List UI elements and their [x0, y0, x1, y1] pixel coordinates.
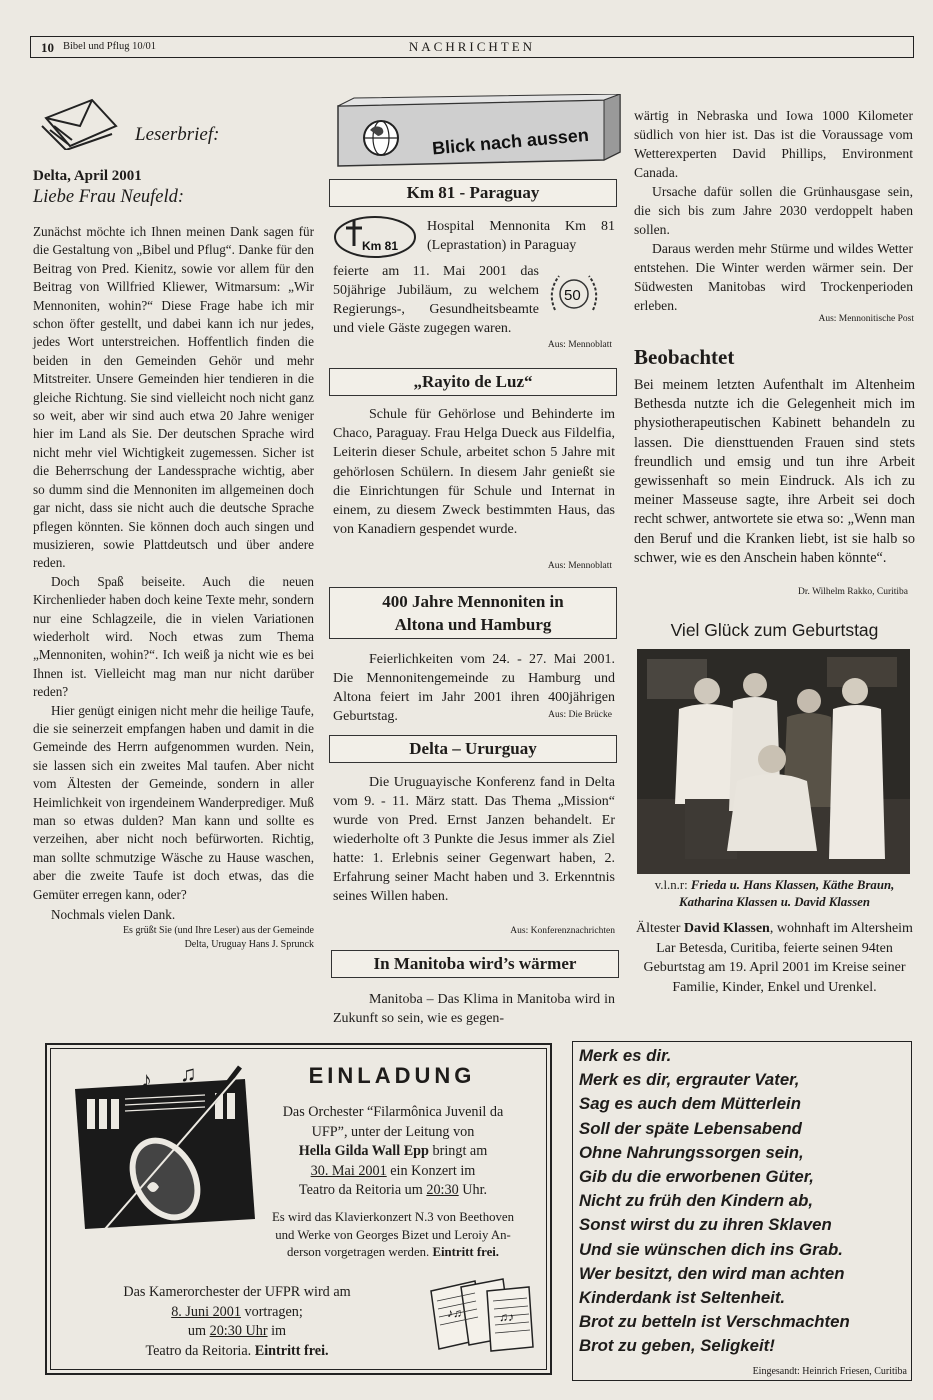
violin-music-icon: [65, 1059, 265, 1249]
letter-dateline: Delta, April 2001: [33, 168, 142, 184]
manitoba-source: Aus: Mennonitische Post: [818, 314, 914, 324]
hospital-km81-logo: [332, 214, 418, 260]
km81-intro: Hospital Mennonita Km 81 (Leprastation) in Paraguay: [427, 219, 615, 253]
altona-heading: [329, 587, 617, 639]
poem-line: Soll der späte Lebensabend: [579, 1118, 802, 1138]
poem-line: Sonst wirst du zu ihren Sklaven: [579, 1215, 832, 1235]
km81-body: feierte am 11. Mai 2001 das 50jährige Jubiläum, zu welchem Regierungs-, Gesundheitsbeamte und viele Gäste zugegen waren.: [333, 264, 539, 336]
birthday-name: David Klassen: [683, 921, 770, 936]
concert-date-2: 8. Juni 2001: [171, 1303, 241, 1320]
publication-name: Bibel und Pflug 10/01: [63, 41, 157, 52]
invitation-line: Uhr.: [458, 1182, 488, 1198]
globe-icon: [364, 121, 398, 155]
birthday-family-photo: [637, 649, 910, 874]
invitation-line: UFP”, unter der Leitung von: [311, 1123, 475, 1140]
svg-text:♫♪: ♫♪: [499, 1310, 514, 1324]
birthday-text: , wohnhaft im Altersheim Lar Betesda, Curitiba, feierte seinen 94ten Geburtstag am 19. April 2001 im Kreise seiner Familie, Kinder, Enkel und Urenkel.: [643, 921, 913, 995]
delta-source: Aus: Konferenznachrichten: [510, 926, 615, 936]
birthday-prefix: Ältester: [636, 921, 681, 936]
invitation-line: Teatro da Reitoria.: [145, 1342, 255, 1359]
invitation-line: im: [267, 1323, 287, 1339]
poem-line: Merk es dir.: [579, 1046, 672, 1065]
poem-line: Brot zu betteln ist Verschmachten: [579, 1312, 850, 1332]
letter-closing: Nochmals vielen Dank.: [51, 907, 176, 923]
altona-body: Feierlichkeiten vom 24. - 27. Mai 2001. Die Mennonitengemeinde zu Hamburg und Altona feiert im Jahr 2001 ihren 400jährigen Geburtstag.: [333, 652, 615, 724]
free-entry: Eintritt frei.: [254, 1342, 329, 1359]
invitation-line: Teatro da Reitoria um: [298, 1182, 427, 1198]
manitoba-paragraph: Ursache dafür sollen die Grünhausgase sein, die sich bis zum Jahre 2030 verdoppelt haben sollen.: [634, 184, 913, 237]
envelope-icon: [40, 96, 122, 150]
photo-caption: [634, 877, 915, 911]
concert-time-2: 20:30 Uhr: [209, 1323, 268, 1339]
letter-label: Leserbrief:: [135, 124, 220, 145]
manitoba-paragraph: Daraus werden mehr Stürme und wildes Wetter entstehen. Die Winter werden wärmer sein. Der Südwesten Manitobas wird Trockenperioden erleben.: [634, 241, 913, 313]
greeting-signature: Delta, Uruguay Hans J. Sprunck: [184, 939, 314, 951]
page-header: [30, 36, 914, 58]
altona-heading-line: 400 Jahre Mennoniten in: [382, 592, 564, 611]
invitation-line: Es wird das Klavierkonzert N.3 von Beethoven: [271, 1210, 514, 1224]
invitation-line: derson vorgetragen werden.: [286, 1245, 433, 1259]
manitoba-heading: In Manitoba wird’s wärmer: [331, 950, 619, 978]
free-entry: Eintritt frei.: [432, 1245, 500, 1259]
invitation-title: EINLADUNG: [308, 1063, 476, 1088]
poem-line: Brot zu geben, Seligkeit!: [579, 1336, 775, 1356]
concert-time: 20:30: [426, 1182, 459, 1198]
letter-body: [33, 223, 314, 952]
banner-label: Blick nach aussen: [431, 124, 590, 159]
invitation-line: ein Konzert im: [386, 1162, 476, 1179]
poem-line: Kinderdank ist Seltenheit.: [579, 1288, 786, 1308]
invitation-line: um: [187, 1323, 210, 1339]
concert-date: 30. Mai 2001: [310, 1162, 387, 1179]
invitation-box: [45, 1043, 552, 1375]
beobachtet-body: Bei meinem letzten Aufenthalt im Altenheim Bethesda nutzte ich die Gelegenheit mich im physiotherapeutischen Kabinett behandeln zu lassen. Die diensttuenden Frauen sind stets freundlich und emsig und tun ihre Arbeit gewissenhaft so mein Eindruck. Als ich zu meiner Masseuse sagte, ihre Arbeit sei doch recht schwer, antwortete sie etwa so: „Wenn man den Beruf und die Kranken liebt, ist sie halb so schwer, wie es den Anschein haben könnte“.: [634, 377, 915, 566]
beobachtet-heading: Beobachtet: [634, 345, 735, 369]
svg-text:♪: ♪: [141, 1067, 152, 1092]
letter-paragraph: Hier genügt einigen nicht mehr die heilige Taufe, die sie seinerzeit empfangen haben und damit in die Gemeinde des Herrn aufgenommen wurden. Nein, sie lassen sich ein zweites Mal taufen. Aber nicht vom Ältesten der Gemeinde, sondern in aller Heimlichkeit von irgendeinem Wanderprediger. Muß man so etwas dulden? Man kann und sollte es verzeihen, aber nicht noch befürworten. Richtig, man sollte schmutzige Wäsche zu Hause waschen, aber die zweite Taufe ist doch etwas, das die Gemüter erregen kann, oder?: [33, 702, 314, 902]
rayito-body: Schule für Gehörlose und Behinderte im Chaco, Paraguay. Frau Helga Dueck aus Fildelfia, Leiterin dieser Schule, arbeitet schon 5 Jahre mit gehörlosen Schülern. In diesem Jahr genießt sie die Einrichtungen für Schule und Internat in einem, zu diesem Zweck bestimmten Haus, das von Kanadiern gespendet wurde.: [333, 407, 615, 538]
logo-label: Km 81: [362, 239, 399, 253]
page-number: 10: [41, 40, 54, 55]
beobachtet-source: Dr. Wilhelm Rakko, Curitiba: [797, 587, 908, 597]
invitation-text-1: [243, 1103, 543, 1201]
invitation-text-3: [87, 1283, 387, 1361]
birthday-heading: Viel Glück zum Geburtstag: [670, 620, 879, 640]
altona-heading-line: Altona und Hamburg: [394, 615, 552, 634]
letter-paragraph: Doch Spaß beiseite. Auch die neuen Kirchenlieder haben doch keine Texte mehr, sondern nur eine Schlagzeile, die in vielen Variationen wiederholt wird. Noch etwas zum Thema „Mennoniten, wohin?“. Ich weiß ja nicht wie es bei Ihnen ist. Vielleicht mag man nur nicht darüber reden?: [33, 573, 314, 700]
altona-source: Aus: Die Brücke: [548, 710, 612, 720]
greeting-line: Es grüßt Sie (und Ihre Leser) aus der Gemeinde: [122, 925, 314, 937]
poem-line: Ohne Nahrungssorgen sein,: [579, 1142, 804, 1162]
km81-source: Aus: Mennoblatt: [547, 340, 612, 350]
letter-salutation: Liebe Frau Neufeld:: [33, 187, 185, 207]
section-title: NACHRICHTEN: [408, 39, 536, 54]
poem-line: Merk es dir, ergrauter Vater,: [579, 1070, 800, 1090]
poem-source: Eingesandt: Heinrich Friesen, Curitiba: [752, 1366, 907, 1377]
manitoba-paragraph: wärtig in Nebraska und Iowa 1000 Kilometer südlich von hier ist. Das ist die Voraussage vom Wetterexperten David Phillips, Environment Canada.: [634, 108, 913, 180]
letter-paragraph: Zunächst möchte ich Ihnen meinen Dank sagen für die Gestaltung von „Bibel und Pflug“. Danke für den Beitrag von Pred. Kienitz, sowie vor allem für den Beitrag von Willfried Kliewer, Witmarsum: „Wir Mennoniten, wohin?“ Diese Frage habe ich mir schon öfter gestellt, und dabei kann ich nur jedes, jedes Wort unterstreichen. Hoffentlich finden die beiden in den Gemeinden Gehör und mehr Mitstreiter. Unsere Gemeinden hier tendieren in die gleiche Richtung. Sie sind vielleicht noch nicht ganz so weit, aber wir sind auch etwa 20 Jahre weniger hier im Land als Sie. Der deutschen Sprache wird nicht mehr viel Wichtigkeit zugemessen. Sicher ist die Beherrschung der Landessprache wichtig, aber so dumm sind die Mennoniten im allgemeinen doch gar nicht, dass sie nicht auch die deutsche Sprache pflegen könnten. Sie können doch auch singen und musizieren, sowie Plattdeutsch und über andere reden.: [33, 224, 314, 571]
caption-names: Frieda u. Hans Klassen, Käthe Braun, Katharina Klassen u. David Klassen: [679, 878, 895, 909]
poem-line: Nicht zu früh den Kindern ab,: [579, 1191, 814, 1211]
jubilee-50-badge: [547, 268, 601, 322]
poem-text: [579, 1044, 911, 1359]
poem-line: Und sie wünschen dich ins Grab.: [579, 1239, 843, 1259]
birthday-body: [634, 919, 915, 997]
invitation-line: bringt am: [428, 1143, 488, 1159]
letter-greeting: [33, 924, 314, 952]
conductor-name: Hella Gilda Wall Epp: [298, 1143, 429, 1159]
poem-line: Wer besitzt, den wird man achten: [579, 1263, 845, 1283]
manitoba-body-start: Manitoba – Das Klima in Manitoba wird in Zukunft so sein, wie es gegen-: [333, 992, 615, 1026]
blick-nach-aussen-banner: [334, 94, 624, 174]
sheet-music-icon: [427, 1277, 537, 1357]
poem-line: Sag es auch dem Mütterlein: [579, 1094, 801, 1114]
rayito-source: Aus: Mennoblatt: [547, 561, 612, 571]
manitoba-body-continued: [634, 106, 913, 315]
svg-text:♫: ♫: [180, 1061, 197, 1086]
invitation-line: vortragen;: [240, 1303, 303, 1320]
poem-line: Gib du die erworbenen Güter,: [579, 1167, 814, 1187]
badge-number: 50: [564, 287, 581, 304]
caption-prefix: v.l.n.r:: [654, 878, 688, 892]
svg-text:♪♫: ♪♫: [447, 1306, 462, 1320]
km81-heading: Km 81 - Paraguay: [329, 179, 617, 207]
invitation-line: Das Kamerorchester der UFPR wird am: [123, 1284, 351, 1300]
rayito-heading: „Rayito de Luz“: [329, 368, 617, 396]
invitation-line: Das Orchester “Filarmônica Juvenil da: [282, 1104, 504, 1120]
delta-heading: Delta – Ururguay: [329, 735, 617, 763]
invitation-text-2: [243, 1209, 543, 1262]
invitation-line: und Werke von Georges Bizet und Leroiy An-: [275, 1227, 511, 1242]
delta-body: Die Uruguayische Konferenz fand in Delta vom 9. - 11. März statt. Das Thema „Mission“ wurde von Pred. Ernst Janzen behandelt. Er wiederholte oft 3 Punkte die Jesus immer als Ziel hatte: 1. Erlebnis seiner Gegenwart haben, 2. Erfahrung seiner Macht haben und 3. Erkenntnis seines Willen haben.: [333, 775, 615, 904]
poem-box: [572, 1041, 912, 1381]
